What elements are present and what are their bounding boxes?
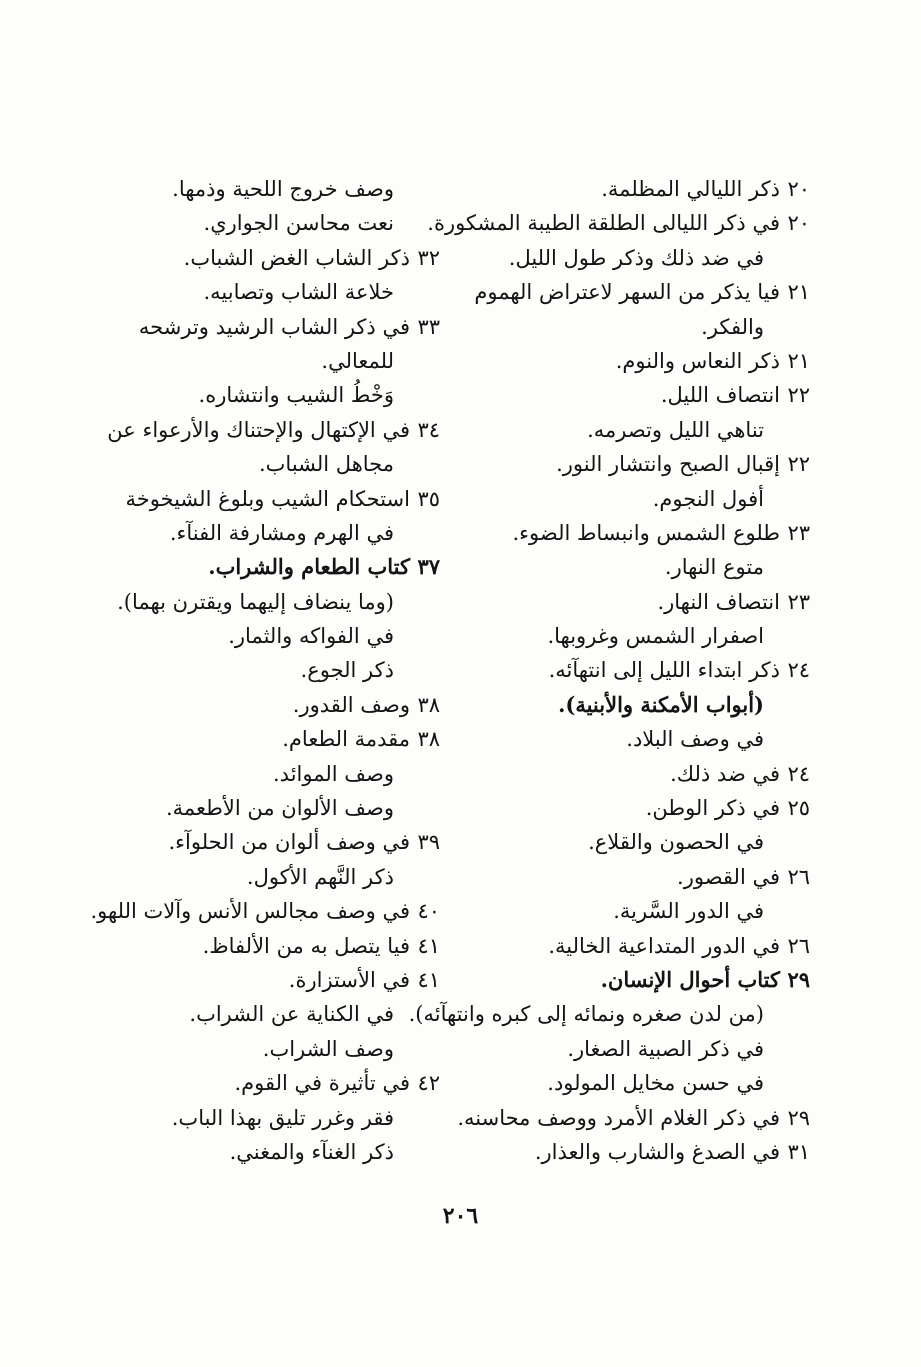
toc-entry-title: في الهرم ومشارفة الفنآء. — [169, 520, 394, 545]
toc-entry — [110, 482, 440, 516]
toc-column-left — [90, 172, 440, 1169]
toc-entry-title: مقدمة الطعام. — [282, 727, 410, 752]
toc-entry-title: مجاهل الشباب. — [258, 452, 394, 477]
toc-entry — [110, 1066, 440, 1100]
toc-entry — [480, 585, 810, 619]
toc-entry — [110, 963, 440, 997]
toc-entry-page-number: ٣٤ — [417, 417, 440, 442]
toc-entry-title: كتاب الطعام والشراب. — [208, 554, 410, 580]
toc-entry-title: انتصاف الليل. — [660, 383, 780, 408]
toc-entry — [480, 550, 810, 584]
toc-entry — [90, 894, 440, 928]
toc-entry-title: ذكر النَّهم الأكول. — [246, 864, 394, 889]
toc-entry — [480, 413, 810, 447]
toc-entry-title: وصف الشراب. — [262, 1036, 394, 1061]
toc-entry — [480, 791, 810, 825]
toc-entry — [480, 482, 810, 516]
toc-entry-page-number: ٣١ — [787, 1139, 810, 1164]
toc-entry — [427, 206, 810, 240]
toc-entry — [110, 791, 440, 825]
toc-entry — [110, 825, 440, 859]
toc-entry — [110, 344, 440, 378]
toc-entry-title: فيا يتصل به من الألفاظ. — [202, 933, 410, 958]
toc-entry-page-number: ٣٧ — [417, 554, 440, 580]
toc-entry-title: في الكناية عن الشراب. — [189, 1002, 394, 1027]
toc-entry-page-number: ٢٤ — [787, 658, 810, 683]
toc-entry-page-number: ٢١ — [787, 280, 810, 305]
toc-entry — [110, 516, 440, 550]
toc-entry-title: أفول النجوم. — [652, 486, 764, 511]
toc-entry-page-number: ٤٠ — [417, 899, 440, 924]
toc-entry-page-number: ٤١ — [417, 933, 440, 958]
toc-entry-title: في الفواكه والثمار. — [228, 624, 394, 649]
toc-entry-title: في تأثيرة في القوم. — [234, 1071, 410, 1096]
toc-entry — [480, 447, 810, 481]
toc-entry — [110, 757, 440, 791]
toc-entry-page-number: ٣٣ — [417, 314, 440, 339]
toc-entry — [110, 997, 440, 1031]
toc-entry-title: ذكر ابتداء الليل إلى انتهآئه. — [548, 658, 780, 683]
page-number: ٢٠٦ — [442, 1203, 479, 1229]
toc-entry — [480, 722, 810, 756]
toc-entry — [110, 722, 440, 756]
toc-entry — [480, 757, 810, 791]
toc-entry-title: (من لدن صغره ونمائه إلى كبره وانتهآئه). — [408, 1002, 764, 1027]
toc-entry-title: ذكر الليالي المظلمة. — [601, 177, 780, 201]
toc-entry — [110, 860, 440, 894]
toc-entry — [110, 241, 440, 275]
toc-entry-title: في القصور. — [677, 864, 780, 889]
toc-entry — [480, 172, 810, 206]
toc-entry-title: وَخْطُ الشيب وانتشاره. — [198, 383, 394, 408]
toc-entry-title: وصف خروج اللحية وذمها. — [172, 177, 394, 201]
toc-entry-page-number: ٤١ — [417, 967, 440, 992]
toc-entry-title: وصف الموائد. — [273, 761, 394, 786]
toc-entry-page-number: ٢٤ — [787, 761, 810, 786]
toc-entry-page-number: ٢٩ — [787, 1105, 810, 1130]
toc-entry-title: انتصاف النهار. — [657, 589, 780, 614]
toc-entry-title: في ضد ذلك وذكر طول الليل. — [508, 245, 764, 270]
toc-entry — [457, 1101, 810, 1135]
toc-entry — [110, 378, 440, 412]
toc-entry-page-number: ٢٢ — [787, 383, 810, 408]
toc-entry — [480, 241, 810, 275]
toc-entry-title: فقر وغرر تليق بهذا الباب. — [171, 1105, 394, 1130]
toc-entry-title: في وصف البلاد. — [626, 727, 764, 752]
toc-entry-page-number: ٣٨ — [417, 727, 440, 752]
toc-entry — [110, 619, 440, 653]
toc-entry-title: إقبال الصبح وانتشار النور. — [556, 452, 780, 477]
toc-entry — [110, 1135, 440, 1169]
toc-entry-page-number: ٢٩ — [787, 966, 810, 992]
toc-entry-title: كتاب أحوال الإنسان. — [600, 966, 780, 992]
toc-entry-title: في الإكتهال والإحتناك والأرعواء عن — [107, 417, 410, 442]
toc-entry-title: (وما ينضاف إليهما ويقترن بهما). — [117, 589, 394, 614]
toc-entry-page-number: ٢٣ — [787, 520, 810, 545]
toc-entry — [480, 653, 810, 687]
toc-entry-title: متوع النهار. — [664, 555, 764, 580]
toc-entry — [480, 929, 810, 963]
toc-entry — [110, 688, 440, 722]
toc-entry-title: (أبواب الأمكنة والأبنية). — [558, 691, 764, 717]
toc-entry-page-number: ٢٦ — [787, 864, 810, 889]
toc-entry — [480, 619, 810, 653]
toc-entry-title: في الحصون والقلاع. — [588, 830, 764, 855]
toc-entry — [474, 275, 810, 309]
toc-entry-title: في ذكر الليالى الطلقة الطيبة المشكورة. — [427, 211, 780, 236]
toc-entry-page-number: ٢٦ — [787, 933, 810, 958]
toc-entry-page-number: ٢٢ — [787, 452, 810, 477]
toc-entry-page-number: ٢١ — [787, 348, 810, 373]
toc-entry — [110, 172, 440, 206]
toc-entry — [110, 206, 440, 240]
toc-entry-title: في ذكر الشاب الرشيد وترشحه — [138, 314, 410, 339]
toc-entry-page-number: ٢٠ — [787, 177, 810, 201]
toc-entry — [480, 688, 810, 722]
toc-entry-page-number: ٣٨ — [417, 692, 440, 717]
toc-entry-title: في الدور المتداعية الخالية. — [548, 933, 780, 958]
toc-entry-page-number: ٤٢ — [417, 1071, 440, 1096]
toc-entry — [110, 550, 440, 584]
toc-entry — [480, 1135, 810, 1169]
toc-entry — [110, 1032, 440, 1066]
toc-entry — [480, 1032, 810, 1066]
toc-entry — [110, 585, 440, 619]
toc-entry-title: اصفرار الشمس وغروبها. — [547, 624, 764, 649]
toc-entry-title: تناهي الليل وتصرمه. — [587, 417, 764, 442]
toc-entry-title: ذكر الغنآء والمغني. — [229, 1139, 394, 1164]
toc-entry-title: فيا يذكر من السهر لاعتراض الهموم — [474, 280, 780, 305]
toc-entry-title: والفكر. — [701, 314, 764, 339]
toc-entry-title: ذكر الجوع. — [300, 658, 394, 683]
toc-entry — [110, 275, 440, 309]
toc-entry — [480, 516, 810, 550]
toc-entry — [408, 997, 810, 1031]
toc-entry-title: في ضد ذلك. — [670, 761, 780, 786]
toc-entry-page-number: ٢٠ — [787, 211, 810, 236]
toc-entry — [110, 310, 440, 344]
toc-entry — [480, 894, 810, 928]
toc-entry-title: في الدور السَّرية. — [613, 899, 764, 924]
toc-entry-page-number: ٣٥ — [417, 486, 440, 511]
toc-entry-title: نعت محاسن الجواري. — [203, 211, 394, 236]
toc-entry — [110, 929, 440, 963]
toc-entry — [480, 860, 810, 894]
toc-entry-title: في وصف ألوان من الحلوآء. — [168, 830, 410, 855]
toc-entry-title: في الصدغ والشارب والعذار. — [534, 1139, 780, 1164]
toc-entry — [110, 653, 440, 687]
toc-entry-page-number: ٣٩ — [417, 830, 440, 855]
toc-entry — [480, 310, 810, 344]
toc-entry-title: ذكر الشاب الغض الشباب. — [183, 245, 410, 270]
toc-entry-title: في حسن مخايل المولود. — [547, 1071, 764, 1096]
toc-entry-title: في الأستزارة. — [288, 967, 410, 992]
toc-entry-title: ذكر النعاس والنوم. — [615, 348, 780, 373]
toc-entry — [107, 413, 440, 447]
toc-entry — [110, 447, 440, 481]
toc-entry-title: للمعالي. — [321, 348, 394, 373]
toc-entry-title: وصف الألوان من الأطعمة. — [165, 796, 394, 821]
toc-entry — [480, 963, 810, 997]
toc-entry — [110, 1101, 440, 1135]
toc-entry — [480, 1066, 810, 1100]
toc-entry-title: خلاعة الشاب وتصابيه. — [203, 280, 394, 305]
toc-entry-page-number: ٣٢ — [417, 245, 440, 270]
toc-entry — [480, 344, 810, 378]
toc-entry — [480, 825, 810, 859]
toc-entry-title: في ذكر الصبية الصغار. — [567, 1036, 764, 1061]
toc-entry-page-number: ٢٥ — [787, 796, 810, 821]
toc-entry-title: وصف القدور. — [292, 692, 410, 717]
toc-entry — [480, 378, 810, 412]
toc-entry-title: في وصف مجالس الأنس وآلات اللهو. — [90, 899, 410, 924]
toc-entry-title: في ذكر الوطن. — [645, 796, 780, 821]
toc-entry-title: استحكام الشيب وبلوغ الشيخوخة — [125, 486, 410, 511]
toc-entry-title: في ذكر الغلام الأمرد ووصف محاسنه. — [457, 1105, 780, 1130]
toc-entry-page-number: ٢٣ — [787, 589, 810, 614]
toc-entry-title: طلوع الشمس وانبساط الضوء. — [512, 520, 780, 545]
